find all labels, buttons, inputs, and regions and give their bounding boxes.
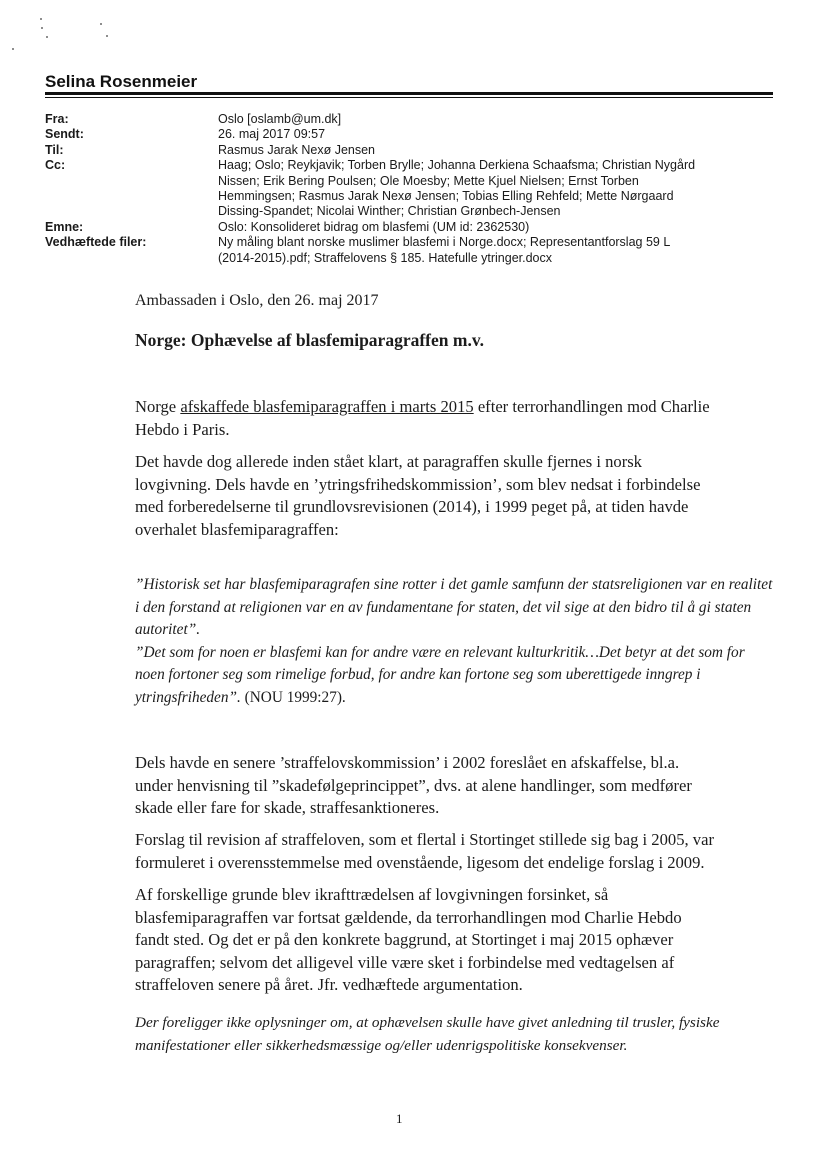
attachments-row <box>45 235 785 266</box>
page-number: 1 <box>396 1111 403 1126</box>
paragraph-line: lovgivning. Dels havde en ’ytringsfrihedskommission’, som blev nedsat i forbindelse <box>135 474 701 494</box>
paragraph-line: blasfemiparagraffen var fortsat gældende, da terrorhandlingen mod Charlie Hebdo <box>135 907 682 927</box>
quote-line: ”Historisk set har blasfemiparagrafen sine rotter i det gamle samfunn der statsreligionen var en realitet <box>135 576 773 593</box>
subject-row <box>45 220 785 235</box>
paragraph-line: skade eller fare for skade, straffesanktioneres. <box>135 798 440 818</box>
paragraph-line: formuleret i overensstemmelse med ovenstående, ligesom det endelige forslag i 2009. <box>135 852 705 872</box>
paragraph-line: paragraffen; selvom det alligevel ville være sket i forbindelse med vedtagelsen af <box>135 952 675 972</box>
paragraph-3 <box>135 752 775 820</box>
underlined-phrase: afskaffede blasfemiparagraffen i marts 2015 <box>180 397 474 416</box>
cc-line: Dissing-Spandet; Nicolai Winther; Christian Grønbech-Jensen <box>218 204 561 219</box>
sent-value: 26. maj 2017 09:57 <box>218 127 326 142</box>
from-label: Fra: <box>45 112 69 126</box>
to-label: Til: <box>45 142 64 157</box>
from-row <box>45 112 785 127</box>
paragraph-line: Hebdo i Paris. <box>135 419 230 439</box>
paragraph-1 <box>135 396 775 441</box>
scan-speck <box>12 48 14 50</box>
scan-speck <box>46 36 48 38</box>
scan-speck <box>106 35 108 37</box>
cc-line: Nissen; Erik Bering Poulsen; Ole Moesby; Mette Kjuel Nielsen; Ernst Torben <box>218 173 639 188</box>
to-row <box>45 143 785 158</box>
attachments-value <box>218 235 785 266</box>
paragraph-line <box>135 396 775 419</box>
place-date: Ambassaden i Oslo, den 26. maj 2017 <box>135 292 379 309</box>
text-run: efter terrorhandlingen mod Charlie <box>473 397 710 416</box>
scan-speck <box>100 23 102 25</box>
paragraph-4 <box>135 829 775 874</box>
paragraph-line: Det havde dog allerede inden stået klart, at paragraffen skulle fjernes i norsk <box>135 452 642 471</box>
from-value: Oslo [oslamb@um.dk] <box>218 112 342 126</box>
sent-label: Sendt: <box>45 127 84 142</box>
attachment-line: (2014-2015).pdf; Straffelovens § 185. Hatefulle ytringer.docx <box>218 250 553 265</box>
cc-line: Haag; Oslo; Reykjavik; Torben Brylle; Johanna Derkiena Schaafsma; Christian Nygård <box>218 158 696 173</box>
quote-line: noen fortoner seg som rimelige forbud, for andre kan fortone seg som uberettigede inngrep i <box>135 666 701 684</box>
text-run: ytringsfriheden”. <box>135 688 241 706</box>
paragraph-line: straffeloven senere på året. Jfr. vedhæftede argumentation. <box>135 975 523 995</box>
paragraph-2 <box>135 451 775 541</box>
header-rule-thin <box>45 97 773 98</box>
closing-line: manifestationer eller sikkerhedsmæssige og/eller udenrigspolitiske konsekvenser. <box>135 1036 628 1054</box>
cc-line: Hemmingsen; Rasmus Jarak Nexø Jensen; Tobias Elling Rehfeld; Mette Nørgaard <box>218 189 674 204</box>
quote-block <box>135 574 775 710</box>
subject-label: Emne: <box>45 219 84 234</box>
to-value: Rasmus Jarak Nexø Jensen <box>218 142 376 157</box>
cc-value <box>218 158 785 220</box>
quote-line <box>135 687 775 710</box>
paragraph-line: overhalet blasfemiparagraffen: <box>135 519 339 539</box>
email-header <box>45 112 785 266</box>
header-rule <box>45 92 773 95</box>
sent-row <box>45 127 785 142</box>
paragraph-line: under henvisning til ”skadefølgeprincippet”, dvs. at alene handlinger, som medfører <box>135 775 692 795</box>
attachment-line: Ny måling blant norske muslimer blasfemi i Norge.docx; Representantforslag 59 L <box>218 235 671 250</box>
cc-label: Cc: <box>45 158 66 173</box>
citation-reference: (NOU 1999:27). <box>240 688 346 706</box>
paragraph-line: Af forskellige grunde blev ikrafttrædelsen af lovgivningen forsinket, så <box>135 885 609 904</box>
letter-title: Norge: Ophævelse af blasfemiparagraffen m.v. <box>135 330 484 350</box>
sender-name: Selina Rosenmeier <box>45 72 198 91</box>
paragraph-line: med forberedelserne til grundlovsrevisionen (2014), i 1999 peget på, at tiden havde <box>135 497 689 517</box>
closing-line: Der foreligger ikke oplysninger om, at ophævelsen skulle have givet anledning til trusler, fysiske <box>135 1014 720 1031</box>
closing-note <box>135 1012 775 1057</box>
text-run: Norge <box>135 397 181 416</box>
quote-line: ”Det som for noen er blasfemi kan for andre være en relevant kulturkritik…Det betyr at det som for <box>135 643 745 661</box>
scan-speck <box>41 27 43 29</box>
quote-line: i den forstand at religionen var en av fundamentane for staten, det vil sige at den bidro til å gi staten <box>135 598 752 616</box>
paragraph-5 <box>135 884 775 997</box>
paragraph-line: Forslag til revision af straffeloven, som et flertal i Stortinget stillede sig bag i 2005, var <box>135 830 714 849</box>
quote-line: autoritet”. <box>135 621 201 639</box>
attachments-label: Vedhæftede filer: <box>45 235 147 250</box>
cc-row <box>45 158 785 220</box>
paragraph-line: fandt sted. Og det er på den konkrete baggrund, at Stortinget i maj 2015 ophæver <box>135 930 674 950</box>
scan-speck <box>40 18 42 20</box>
paragraph-line: Dels havde en senere ’straffelovskommission’ i 2002 foreslået en afskaffelse, bl.a. <box>135 753 680 772</box>
subject-value: Oslo: Konsolideret bidrag om blasfemi (UM id: 2362530) <box>218 219 530 234</box>
